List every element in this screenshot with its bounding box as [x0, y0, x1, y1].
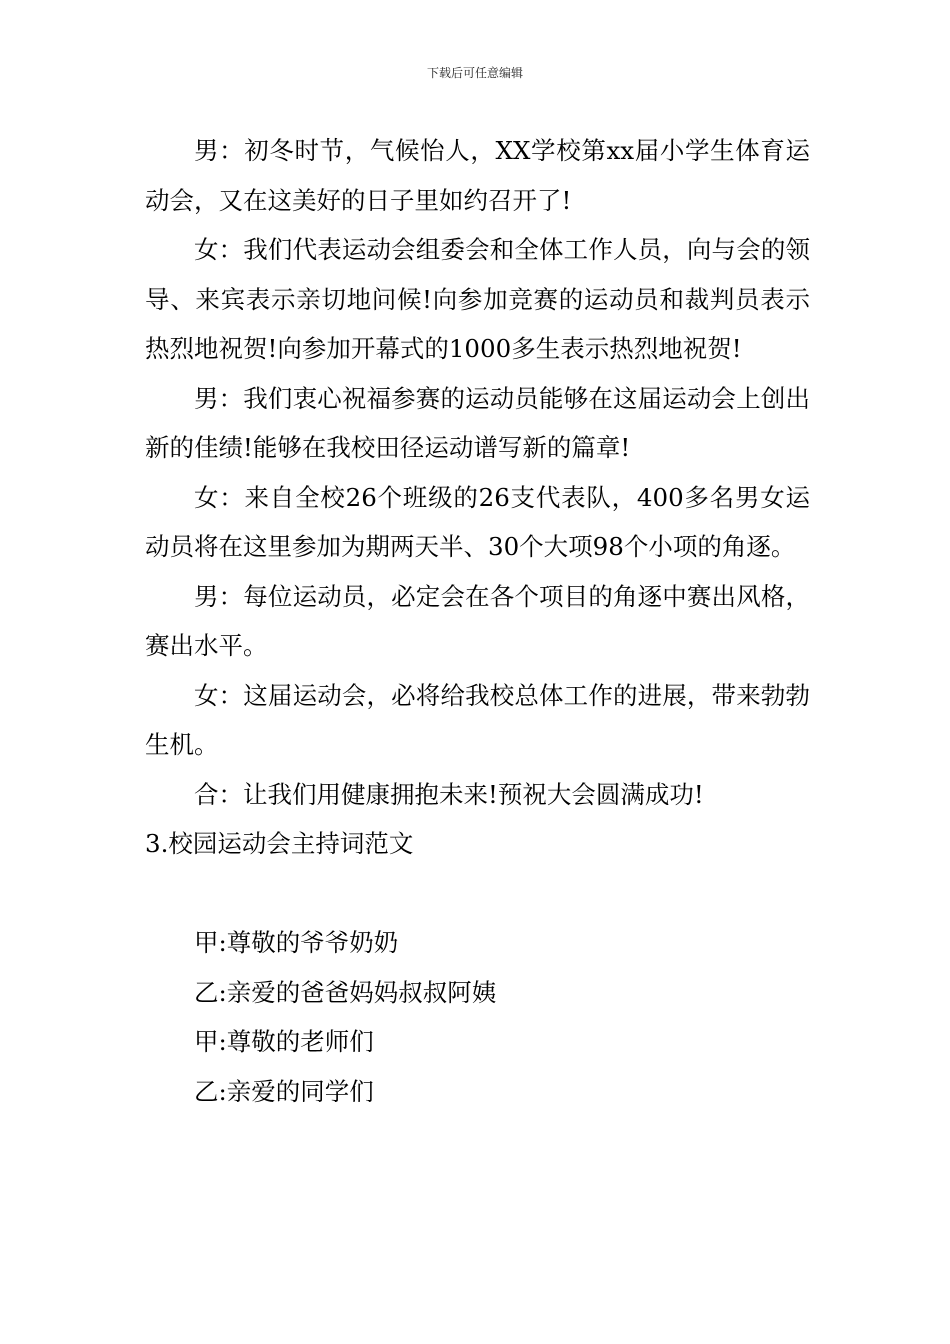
dialogue-line: 乙:亲爱的同学们 — [194, 1076, 374, 1106]
dialogue-line: 乙:亲爱的爸爸妈妈叔叔阿姨 — [194, 977, 497, 1007]
section-heading: 3.校园运动会主持词范文 — [145, 829, 414, 858]
page-header: 下载后可任意编辑 — [426, 66, 523, 80]
paragraph: 女：我们代表运动会组委会和全体工作人员，向与会的领导、来宾表示亲切地问候!向参加竞赛的运动员和裁判员表示热烈地祝贺!向参加开幕式的1000多生表示热烈地祝贺! — [145, 235, 810, 363]
paragraph: 男：初冬时节，气候怡人，XX学校第xx届小学生体育运动会，又在这美好的日子里如约召开了! — [145, 136, 810, 215]
dialogue-line: 甲:尊敬的爷爷奶奶 — [194, 928, 399, 957]
paragraph: 女：来自全校26个班级的26支代表队，400多名男女运动员将在这里参加为期两天半、30个大项98个小项的角逐。 — [145, 482, 810, 561]
paragraph: 合：让我们用健康拥抱未来!预祝大会圆满成功! — [194, 779, 704, 809]
blank-line — [145, 869, 810, 919]
paragraph: 男：每位运动员，必定会在各个项目的角逐中赛出风格，赛出水平。 — [145, 581, 810, 660]
paragraph: 男：我们衷心祝福参赛的运动员能够在这届运动会上创出新的佳绩!能够在我校田径运动谱写新的篇章! — [145, 383, 810, 462]
paragraph: 女：这届运动会，必将给我校总体工作的进展，带来勃勃生机。 — [145, 680, 810, 759]
dialogue-line: 甲:尊敬的老师们 — [194, 1027, 374, 1056]
document-body — [145, 126, 810, 1116]
